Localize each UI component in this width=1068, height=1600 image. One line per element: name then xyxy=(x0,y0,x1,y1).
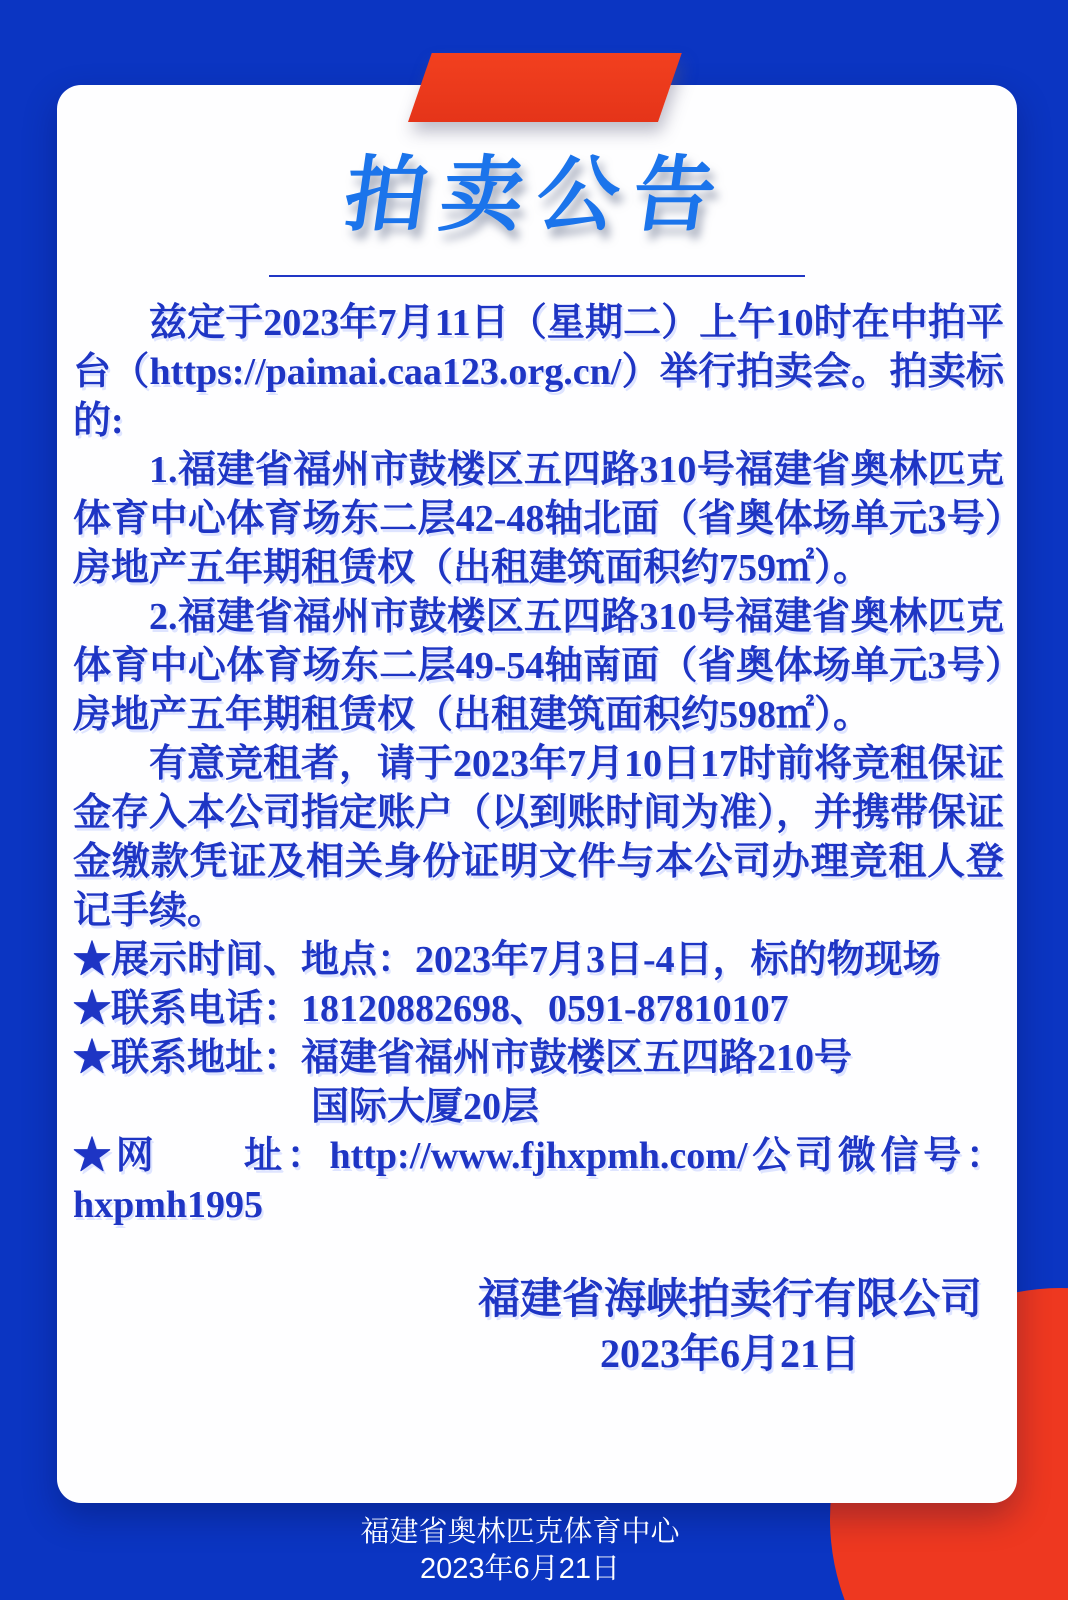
contact-phone-line: ★联系电话：18120882698、0591-87810107 xyxy=(73,988,789,1031)
title-underline xyxy=(269,275,805,277)
signature-block xyxy=(478,1274,982,1379)
title-container xyxy=(57,150,1017,241)
deposit-notice-paragraph: 有意竞租者，请于2023年7月10日17时前将竞租保证金存入本公司指定账户（以到账时间为准），并携带保证金缴款凭证及相关身份证明文件与本公司办理竞租人登记手续。 xyxy=(73,743,1005,933)
red-ribbon-decoration xyxy=(408,53,682,122)
intro-paragraph: 兹定于2023年7月11日（星期二）上午10时在中拍平台（https://paimai.caa123.org.cn/）举行拍卖会。拍卖标的: xyxy=(73,302,1004,443)
lot-item-1: 1.福建省福州市鼓楼区五四路310号福建省奥林匹克体育中心体育场东二层42-48轴北面（省奥体场单元3号）房地产五年期租赁权（出租建筑面积约759㎡）。 xyxy=(73,449,1004,590)
exhibition-time-line: ★展示时间、地点：2023年7月3日-4日，标的物现场 xyxy=(73,939,941,982)
website-line: ★网 址：http://www.fjhxpmh.com/公司微信号：hxpmh1995 xyxy=(73,1135,1004,1227)
announcement-card xyxy=(57,85,1017,1503)
page-title: 拍卖公告 xyxy=(338,150,736,241)
signature-date: 2023年6月21日 xyxy=(599,1331,860,1377)
footer-date: 2023年6月21日 xyxy=(420,1553,620,1585)
announcement-body xyxy=(57,299,1017,1230)
page-footer xyxy=(0,1514,1040,1588)
lot-item-2: 2.福建省福州市鼓楼区五四路310号福建省奥林匹克体育中心体育场东二层49-54轴南面（省奥体场单元3号）房地产五年期租赁权（出租建筑面积约598㎡）。 xyxy=(73,596,1004,737)
contact-address-line2: 国际大厦20层 xyxy=(311,1086,540,1129)
footer-venue: 福建省奥林匹克体育中心 xyxy=(360,1516,680,1548)
signature-company: 福建省海峡拍卖行有限公司 xyxy=(477,1277,982,1324)
contact-address-line: ★联系地址：福建省福州市鼓楼区五四路210号 xyxy=(73,1037,853,1080)
